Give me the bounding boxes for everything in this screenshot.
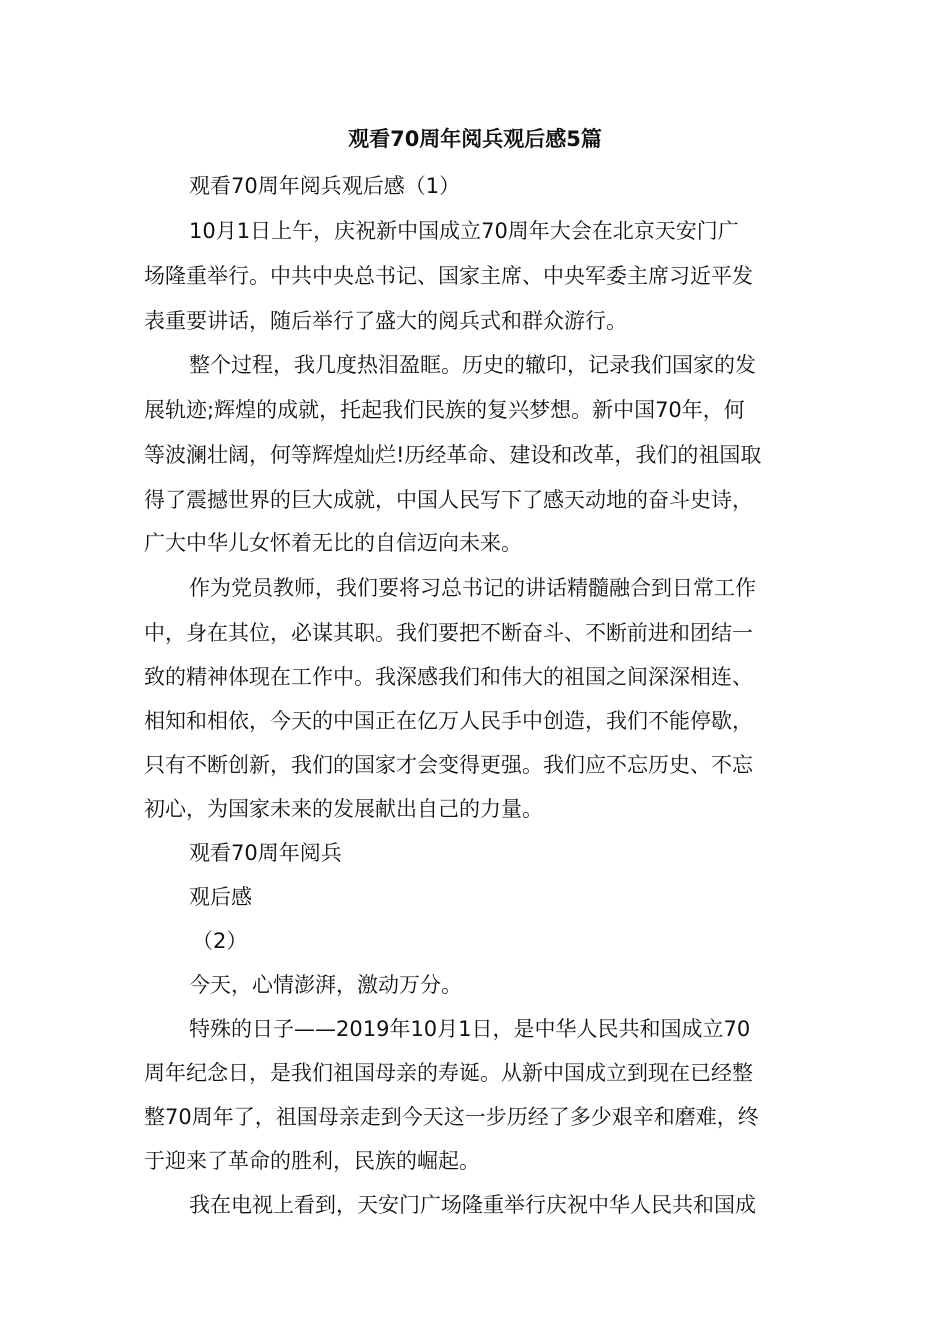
paragraph-line: 表重要讲话，随后举行了盛大的阅兵式和群众游行。: [144, 309, 627, 333]
section-number-2: （2）: [192, 929, 248, 953]
paragraph-line: 整70周年了，祖国母亲走到今天这一步历经了多少艰辛和磨难，终: [144, 1105, 759, 1129]
paragraph-line: 10月1日上午，庆祝新中国成立70周年大会在北京天安门广: [189, 219, 739, 243]
section-heading-2-part: 观后感: [189, 885, 252, 909]
section-heading-1: 观看70周年阅兵观后感（1）: [189, 174, 461, 198]
paragraph-line: 相知和相依，今天的中国正在亿万人民手中创造，我们不能停歇，: [144, 709, 753, 733]
section-heading-2-part: 观看70周年阅兵: [189, 841, 342, 865]
paragraph-line: 中，身在其位，必谋其职。我们要把不断奋斗、不断前进和团结一: [144, 621, 753, 645]
paragraph-line: 只有不断创新，我们的国家才会变得更强。我们应不忘历史、不忘: [144, 753, 753, 777]
paragraph-line: 初心，为国家未来的发展献出自己的力量。: [144, 797, 543, 821]
paragraph-line: 等波澜壮阔，何等辉煌灿烂!历经革命、建设和改革，我们的祖国取: [144, 443, 762, 467]
document-title: 观看70周年阅兵观后感5篇: [348, 127, 602, 151]
paragraph-line: 广大中华儿女怀着无比的自信迈向未来。: [144, 531, 522, 555]
paragraph-line: 展轨迹;辉煌的成就，托起我们民族的复兴梦想。新中国70年，何: [144, 398, 745, 422]
paragraph-line: 场隆重举行。中共中央总书记、国家主席、中央军委主席习近平发: [144, 264, 753, 288]
paragraph-line: 作为党员教师，我们要将习总书记的讲话精髓融合到日常工作: [189, 576, 756, 600]
paragraph-line: 整个过程，我几度热泪盈眶。历史的辙印，记录我们国家的发: [189, 353, 756, 377]
paragraph-line: 特殊的日子——2019年10月1日，是中华人民共和国成立70: [189, 1017, 751, 1041]
paragraph-line: 得了震撼世界的巨大成就，中国人民写下了感天动地的奋斗史诗，: [144, 488, 753, 512]
paragraph-line: 于迎来了革命的胜利，民族的崛起。: [144, 1149, 480, 1173]
paragraph-line: 今天，心情澎湃，激动万分。: [189, 973, 462, 997]
paragraph-line: 致的精神体现在工作中。我深感我们和伟大的祖国之间深深相连、: [144, 665, 753, 689]
paragraph-line: 周年纪念日，是我们祖国母亲的寿诞。从新中国成立到现在已经整: [144, 1061, 753, 1085]
paragraph-line: 我在电视上看到，天安门广场隆重举行庆祝中华人民共和国成: [189, 1193, 756, 1217]
